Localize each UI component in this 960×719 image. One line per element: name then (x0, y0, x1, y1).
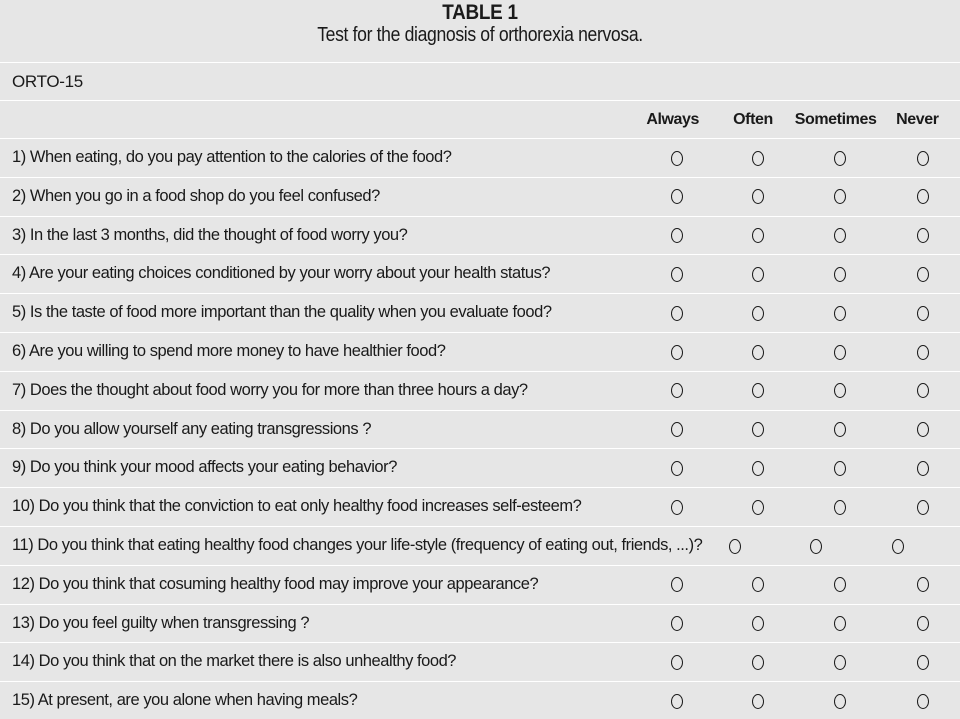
option-sometimes-cell (800, 342, 880, 362)
question-row (0, 216, 960, 254)
question-text: 10) Do you think that the conviction to eat only healthy food increases self-esteem? (12, 497, 582, 516)
option-sometimes-circle-icon (834, 422, 846, 437)
option-often-cell (774, 536, 858, 556)
option-never-cell (880, 652, 960, 672)
option-never-circle-icon (917, 500, 929, 515)
question-text: 9) Do you think your mood affects your eating behavior? (12, 458, 397, 477)
table-header (0, 0, 960, 62)
option-never-circle-icon (917, 383, 929, 398)
question-row (0, 177, 960, 215)
option-always-circle-icon (671, 151, 683, 166)
option-always-circle-icon (671, 383, 683, 398)
option-sometimes-circle-icon (834, 151, 846, 166)
option-often-cell (716, 148, 800, 168)
option-always-cell (638, 186, 716, 206)
option-often-cell (716, 458, 800, 478)
option-never-cell (880, 497, 960, 517)
option-sometimes-cell (800, 380, 880, 400)
question-row (0, 565, 960, 603)
option-always-cell (638, 148, 716, 168)
option-sometimes-circle-icon (834, 267, 846, 282)
option-often-circle-icon (752, 422, 764, 437)
option-never-cell (880, 342, 960, 362)
option-always-circle-icon (671, 189, 683, 204)
option-always-circle-icon (671, 577, 683, 592)
option-sometimes-cell (800, 419, 880, 439)
option-sometimes-cell (800, 458, 880, 478)
table-label: TABLE 1 (442, 1, 518, 24)
option-often-circle-icon (752, 577, 764, 592)
option-never-cell (880, 691, 960, 711)
question-text: 15) At present, are you alone when having meals? (12, 691, 358, 710)
question-text: 3) In the last 3 months, did the thought of food worry you? (12, 225, 408, 244)
question-row (0, 526, 960, 564)
question-text: 11) Do you think that eating healthy food changes your life-style (frequency of eating out, friends, ...)? (12, 536, 703, 554)
option-always-cell (638, 225, 716, 245)
option-never-cell (880, 186, 960, 206)
question-row (0, 138, 960, 176)
option-often-cell (716, 303, 800, 323)
option-sometimes-circle-icon (834, 655, 846, 670)
question-row (0, 681, 960, 719)
option-always-cell (638, 303, 716, 323)
option-sometimes-circle-icon (834, 577, 846, 592)
option-sometimes-cell (858, 536, 938, 556)
option-sometimes-cell (800, 225, 880, 245)
question-row (0, 604, 960, 642)
option-never-cell (880, 419, 960, 439)
question-text: 6) Are you willing to spend more money to have healthier food? (12, 342, 446, 360)
question-text: 13) Do you feel guilty when transgressing ? (12, 613, 310, 632)
option-often-circle-icon (752, 655, 764, 670)
option-always-cell (638, 264, 716, 284)
question-text: 1) When eating, do you pay attention to the calories of the food? (12, 148, 452, 166)
option-often-cell (716, 264, 800, 284)
question-row (0, 293, 960, 331)
option-often-cell (716, 574, 800, 594)
option-sometimes-circle-icon (892, 539, 904, 554)
question-row (0, 254, 960, 292)
option-always-cell (638, 613, 716, 633)
option-always-circle-icon (671, 500, 683, 515)
option-never-cell (880, 148, 960, 168)
option-always-cell (638, 419, 716, 439)
option-always-circle-icon (671, 616, 683, 631)
option-often-cell (716, 497, 800, 517)
option-often-cell (716, 691, 800, 711)
option-sometimes-circle-icon (834, 306, 846, 321)
option-never-circle-icon (917, 267, 929, 282)
question-text: 8) Do you allow yourself any eating transgressions ? (12, 419, 372, 438)
column-header-row (0, 100, 960, 138)
option-always-circle-icon (671, 422, 683, 437)
question-text: 2) When you go in a food shop do you feel confused? (12, 186, 380, 205)
question-row (0, 371, 960, 409)
option-always-cell (638, 380, 716, 400)
option-never-circle-icon (917, 577, 929, 592)
option-often-cell (716, 652, 800, 672)
question-row (0, 487, 960, 525)
table-caption: Test for the diagnosis of orthorexia nervosa. (317, 24, 643, 46)
option-always-cell (638, 574, 716, 594)
option-never-circle-icon (917, 694, 929, 709)
question-row (0, 332, 960, 370)
option-sometimes-cell (800, 497, 880, 517)
option-often-circle-icon (752, 500, 764, 515)
option-often-cell (716, 419, 800, 439)
option-often-circle-icon (752, 267, 764, 282)
column-header-always: Always (646, 110, 700, 128)
question-text: 12) Do you think that cosuming healthy food may improve your appearance? (12, 574, 539, 593)
option-never-cell (880, 380, 960, 400)
section-row (0, 62, 960, 100)
question-text: 7) Does the thought about food worry you for more than three hours a day? (12, 380, 528, 399)
option-never-cell (880, 574, 960, 594)
column-header-sometimes: Sometimes (794, 110, 877, 128)
option-often-circle-icon (810, 539, 822, 554)
option-often-cell (716, 342, 800, 362)
column-header-often: Often (733, 110, 773, 128)
option-always-cell (638, 497, 716, 517)
option-never-circle-icon (917, 461, 929, 476)
option-often-cell (716, 186, 800, 206)
option-sometimes-circle-icon (834, 500, 846, 515)
option-often-circle-icon (752, 151, 764, 166)
option-sometimes-circle-icon (834, 616, 846, 631)
option-always-circle-icon (671, 228, 683, 243)
option-sometimes-cell (800, 691, 880, 711)
question-row (0, 642, 960, 680)
option-always-cell (696, 536, 774, 556)
option-often-circle-icon (752, 189, 764, 204)
option-never-cell (880, 264, 960, 284)
option-always-cell (638, 342, 716, 362)
option-sometimes-circle-icon (834, 383, 846, 398)
option-never-circle-icon (917, 189, 929, 204)
option-never-cell (880, 613, 960, 633)
option-sometimes-cell (800, 186, 880, 206)
question-row (0, 410, 960, 448)
option-sometimes-cell (800, 652, 880, 672)
option-never-circle-icon (917, 228, 929, 243)
option-sometimes-cell (800, 303, 880, 323)
question-text: 5) Is the taste of food more important than the quality when you evaluate food? (12, 303, 552, 322)
option-often-circle-icon (752, 306, 764, 321)
option-sometimes-circle-icon (834, 228, 846, 243)
option-always-circle-icon (729, 539, 741, 554)
option-never-circle-icon (917, 306, 929, 321)
option-sometimes-circle-icon (834, 189, 846, 204)
option-always-cell (638, 691, 716, 711)
option-never-circle-icon (917, 151, 929, 166)
option-never-cell (880, 303, 960, 323)
option-always-cell (638, 458, 716, 478)
question-text: 14) Do you think that on the market there is also unhealthy food? (12, 652, 457, 671)
option-always-circle-icon (671, 461, 683, 476)
option-always-circle-icon (671, 345, 683, 360)
option-sometimes-cell (800, 574, 880, 594)
option-sometimes-circle-icon (834, 694, 846, 709)
option-often-circle-icon (752, 694, 764, 709)
option-sometimes-cell (800, 148, 880, 168)
option-often-cell (716, 380, 800, 400)
option-never-circle-icon (917, 616, 929, 631)
option-never-cell (880, 458, 960, 478)
question-row (0, 448, 960, 486)
option-always-circle-icon (671, 306, 683, 321)
option-often-circle-icon (752, 616, 764, 631)
option-never-cell (880, 225, 960, 245)
option-always-circle-icon (671, 694, 683, 709)
option-often-circle-icon (752, 461, 764, 476)
option-never-cell (938, 536, 960, 556)
option-always-circle-icon (671, 655, 683, 670)
option-never-circle-icon (917, 655, 929, 670)
option-never-circle-icon (917, 422, 929, 437)
option-always-circle-icon (671, 267, 683, 282)
section-label: ORTO-15 (12, 71, 83, 91)
option-often-circle-icon (752, 345, 764, 360)
option-sometimes-cell (800, 613, 880, 633)
option-sometimes-circle-icon (834, 345, 846, 360)
column-header-never: Never (896, 110, 939, 128)
option-always-cell (638, 652, 716, 672)
option-often-cell (716, 613, 800, 633)
option-often-cell (716, 225, 800, 245)
option-never-circle-icon (917, 345, 929, 360)
option-often-circle-icon (752, 228, 764, 243)
option-sometimes-circle-icon (834, 461, 846, 476)
option-often-circle-icon (752, 383, 764, 398)
question-text: 4) Are your eating choices conditioned by your worry about your health status? (12, 264, 551, 283)
option-sometimes-cell (800, 264, 880, 284)
